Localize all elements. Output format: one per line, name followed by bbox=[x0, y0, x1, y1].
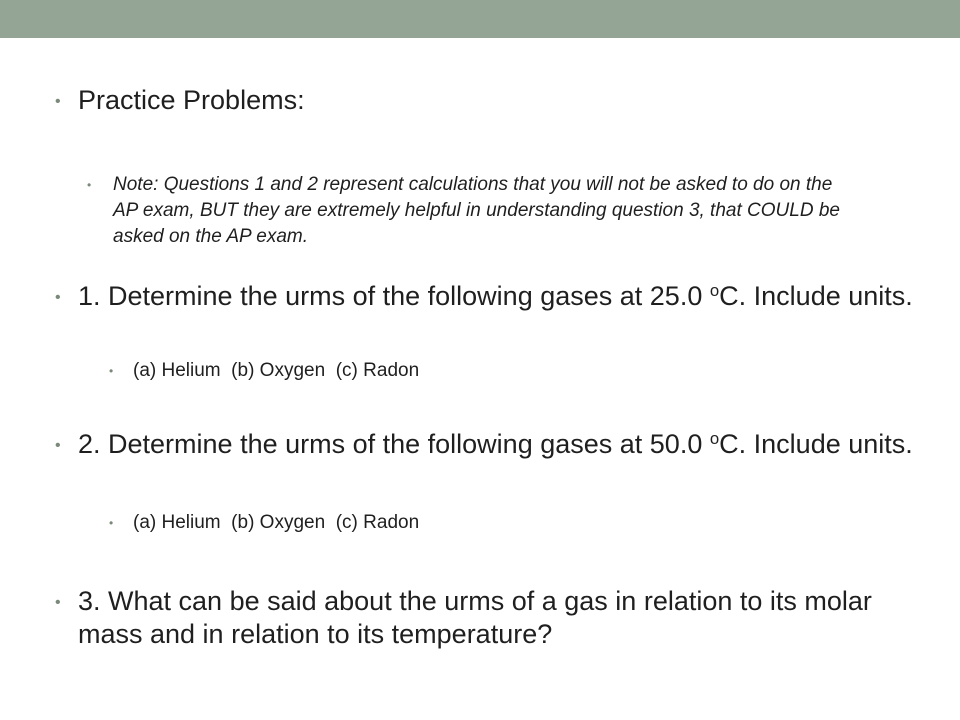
list-item bbox=[87, 172, 848, 250]
bullet-icon: • bbox=[55, 437, 61, 454]
bullet-icon: • bbox=[109, 516, 114, 530]
list-item bbox=[55, 585, 915, 651]
bullet-icon: • bbox=[55, 594, 61, 611]
question-2-options: (a) Helium (b) Oxygen (c) Radon bbox=[133, 512, 420, 533]
note-text: Note: Questions 1 and 2 represent calculations that you will not be asked to do on the AP exam, BUT they are extremely helpful in understanding question 3, that COULD be asked on the AP exam. bbox=[113, 174, 840, 247]
list-item bbox=[109, 358, 833, 384]
bullet-icon: • bbox=[109, 364, 114, 378]
list-item bbox=[55, 84, 915, 117]
list-item bbox=[109, 510, 833, 536]
practice-problems-heading: Practice Problems: bbox=[78, 85, 305, 115]
bullet-icon: • bbox=[55, 289, 61, 306]
bullet-icon: • bbox=[87, 178, 92, 192]
list-item bbox=[55, 428, 915, 461]
bullet-icon: • bbox=[55, 93, 61, 110]
question-1-text: 1. Determine the urms of the following gases at 25.0 $^o$C. Include units. bbox=[78, 280, 913, 311]
question-1-options: (a) Helium (b) Oxygen (c) Radon bbox=[133, 360, 420, 381]
list-item bbox=[55, 280, 915, 313]
question-2-text: 2. Determine the urms of the following gases at 50.0 $^o$C. Include units. bbox=[78, 428, 913, 459]
question-3-text: 3. What can be said about the urms of a gas in relation to its molar mass and in relation to its temperature? bbox=[78, 586, 872, 649]
